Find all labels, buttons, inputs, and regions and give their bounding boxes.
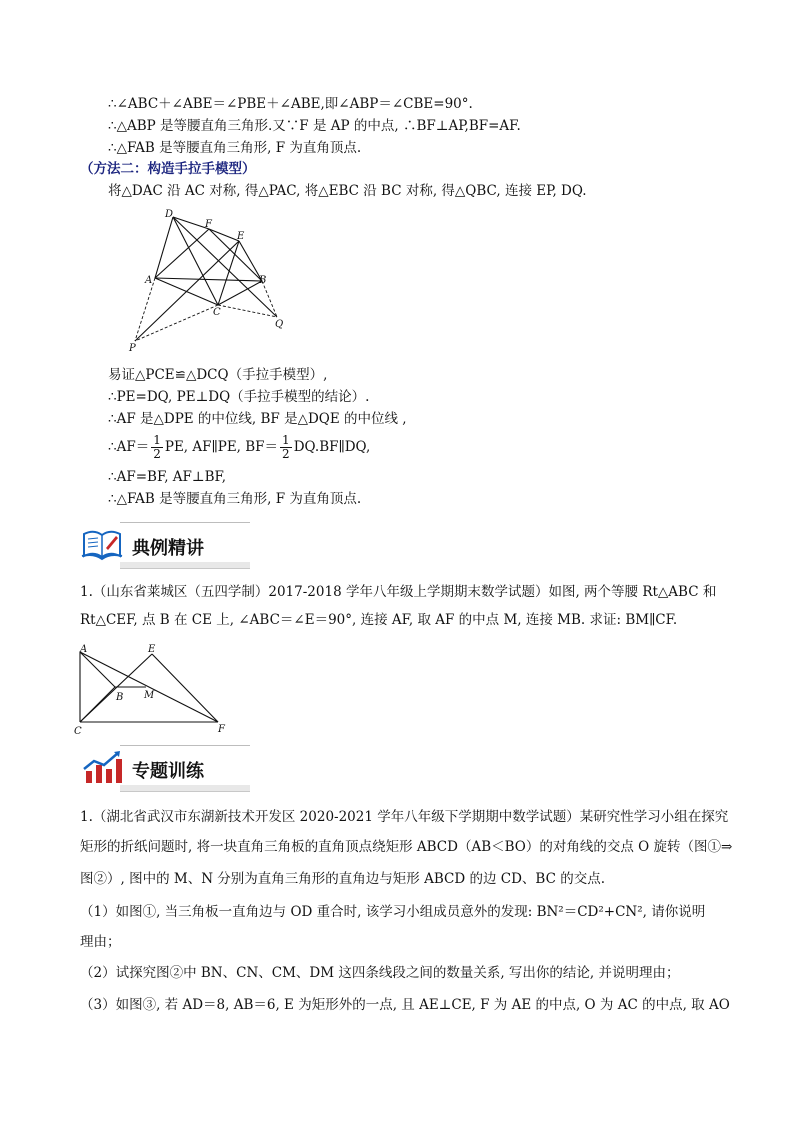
- line4-part-c: DQ.BF∥DQ,: [293, 439, 371, 455]
- training-q1-line-4: （1）如图①, 当三角板一直角边与 OD 重合时, 该学习小组成员意外的发现: BN²＝CD²+CN², 请你说明: [80, 904, 706, 920]
- section-banner-examples: [80, 520, 250, 570]
- section-banner-training: [80, 743, 250, 793]
- training-q1-line-6: （2）试探究图②中 BN、CN、CM、DM 这四条线段之间的数量关系, 写出你的结论, 并说明理由；: [80, 965, 680, 981]
- method-two-line-3: ∴AF 是△DPE 的中位线, BF 是△DQE 的中位线 ,: [108, 411, 407, 427]
- bar-chart-icon: [80, 749, 124, 785]
- method-two-title: （方法二：构造手拉手模型）: [80, 161, 256, 177]
- proof-line-1: ∴∠ABC＋∠ABE＝∠PBE＋∠ABE,即∠ABP＝∠CBE=90°.: [108, 96, 473, 112]
- label-B: B: [259, 275, 267, 286]
- method-two-line-2: ∴PE=DQ, PE⊥DQ（手拉手模型的结论）.: [108, 389, 370, 405]
- method-two-line-4: [108, 434, 370, 461]
- training-q1-line-2: 矩形的折纸问题时, 将一块直角三角板的直角顶点绕矩形 ABCD（AB＜BO）的对角线的交点 O 旋转（图①⇒: [80, 839, 733, 855]
- line4-part-a: ∴AF＝: [108, 439, 150, 455]
- method-two-line-6: ∴△FAB 是等腰直角三角形, F 为直角顶点.: [108, 491, 362, 507]
- fraction-half-2: $\frac{1}{2}$: [282, 433, 290, 461]
- hand-in-hand-figure: [125, 205, 295, 360]
- proof-line-3: ∴△FAB 是等腰直角三角形, F 为直角顶点.: [108, 140, 362, 156]
- label-M: M: [144, 690, 155, 701]
- training-q1-line-1: 1.（湖北省武汉市东湖新技术开发区 2020-2021 学年八年级下学期期中数学试题）某研究性学习小组在探究: [80, 809, 729, 825]
- example-q1-line-1: 1.（山东省莱城区（五四学制）2017-2018 学年八年级上学期期末数学试题）如图, 两个等腰 Rt△ABC 和: [80, 584, 717, 600]
- line4-part-b: PE, AF∥PE, BF＝: [164, 439, 279, 455]
- section-title-examples: 典例精讲: [132, 538, 204, 559]
- example-q1-line-2: Rt△CEF, 点 B 在 CE 上, ∠ABC＝∠E＝90°, 连接 AF, 取 AF 的中点 M, 连接 MB. 求证: BM∥CF.: [80, 612, 678, 628]
- training-q1-line-3: 图②）, 图中的 M、N 分别为直角三角形的直角边与矩形 ABCD 的边 CD、BC 的交点.: [80, 871, 605, 887]
- label-A: A: [145, 275, 153, 286]
- training-q1-line-5: 理由；: [80, 934, 121, 950]
- method-two-line-5: ∴AF=BF, AF⊥BF,: [108, 469, 227, 485]
- label-D: D: [165, 209, 174, 220]
- label-E: E: [237, 231, 245, 242]
- method-two-line-1: 易证△PCE≌△DCQ（手拉手模型）,: [108, 367, 328, 383]
- label-E: E: [148, 644, 156, 655]
- label-C: C: [74, 726, 82, 737]
- section-title-training: 专题训练: [132, 761, 204, 782]
- proof-line-2: ∴△ABP 是等腰直角三角形.又∵F 是 AP 的中点, ∴BF⊥AP,BF=AF.: [108, 118, 521, 134]
- label-B: B: [116, 692, 124, 703]
- method-two-intro: 将△DAC 沿 AC 对称, 得△PAC, 将△EBC 沿 BC 对称, 得△QBC, 连接 EP, DQ.: [108, 183, 587, 199]
- label-F: F: [218, 724, 225, 735]
- label-F: F: [205, 219, 212, 230]
- label-Q: Q: [275, 319, 284, 330]
- fraction-half-1: $\frac{1}{2}$: [153, 433, 161, 461]
- label-C: C: [213, 307, 221, 318]
- right-triangles-figure: [70, 642, 230, 737]
- training-q1-line-7: （3）如图③, 若 AD＝8, AB＝6, E 为矩形外的一点, 且 AE⊥CE, F 为 AE 的中点, O 为 AC 的中点, 取 AO: [80, 997, 730, 1013]
- label-A: A: [80, 644, 88, 655]
- book-icon: [80, 526, 124, 562]
- label-P: P: [129, 343, 136, 354]
